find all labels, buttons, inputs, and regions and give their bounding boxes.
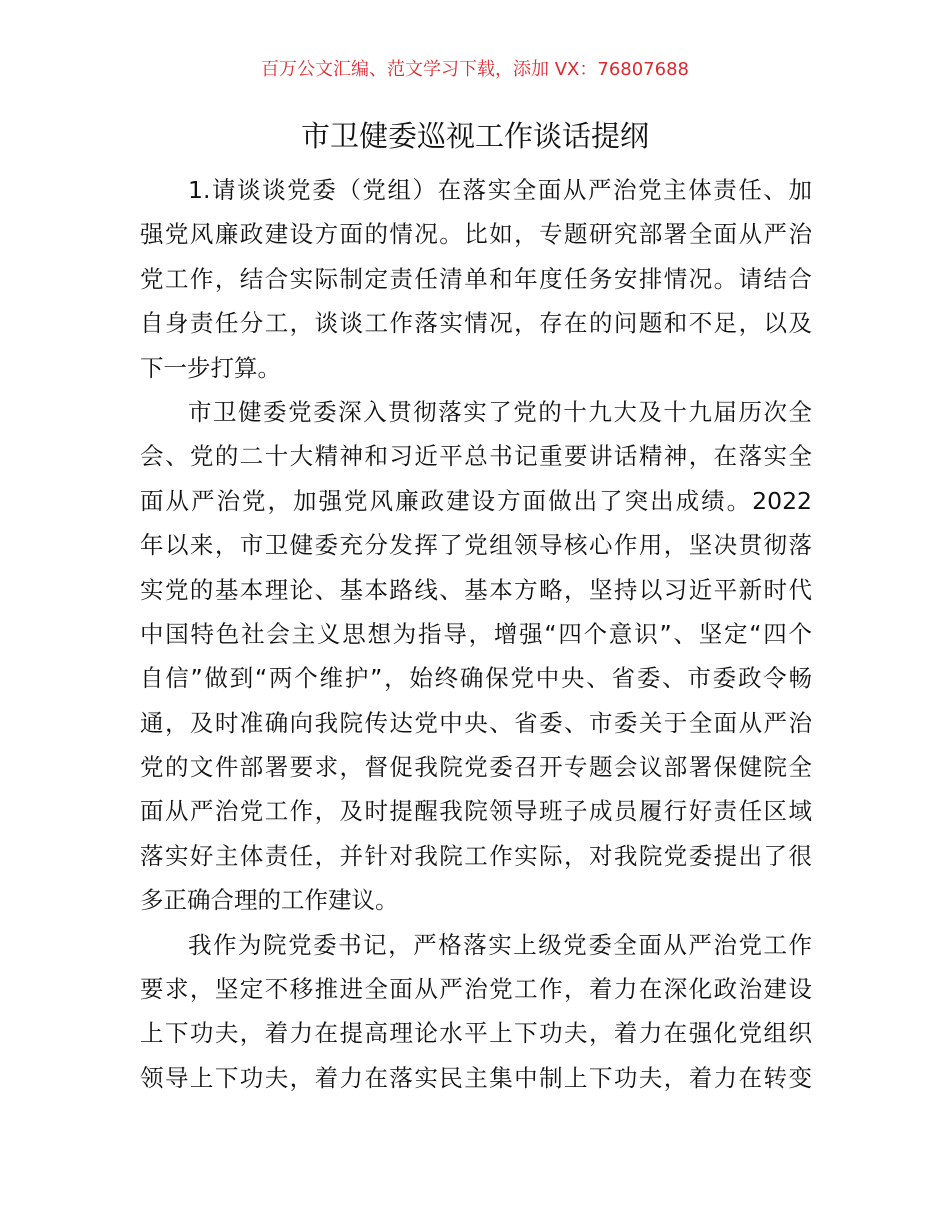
text-line: 多正确合理的工作建议。 bbox=[140, 886, 399, 915]
text-line: 会、党的二十大精神和习近平总书记重要讲话精神，在落实全 bbox=[140, 442, 812, 471]
text-line: 上下功夫，着力在提高理论水平上下功夫，着力在强化党组织 bbox=[140, 1019, 812, 1048]
paragraph-3 bbox=[140, 923, 812, 1101]
text-line: 自身责任分工，谈谈工作落实情况，存在的问题和不足，以及 bbox=[140, 309, 812, 338]
text-line: 党工作，结合实际制定责任清单和年度任务安排情况。请结合 bbox=[140, 264, 812, 293]
text-line: 落实好主体责任，并针对我院工作实际，对我院党委提出了很 bbox=[140, 841, 812, 870]
text-line: 实党的基本理论、基本路线、基本方略，坚持以习近平新时代 bbox=[140, 575, 812, 604]
text-line: 领导上下功夫，着力在落实民主集中制上下功夫，着力在转变 bbox=[140, 1063, 812, 1092]
text-line: 中国特色社会主义思想为指导，增强“四个意识”、坚定“四个 bbox=[140, 619, 812, 648]
text-line: 要求，坚定不移推进全面从严治党工作，着力在深化政治建设 bbox=[140, 975, 812, 1004]
document-title: 市卫健委巡视工作谈话提纲 bbox=[300, 119, 649, 153]
text-line: 强党风廉政建设方面的情况。比如，专题研究部署全面从严治 bbox=[140, 220, 812, 249]
text-line: 面从严治党，加强党风廉政建设方面做出了突出成绩。2022 bbox=[140, 486, 812, 515]
watermark-banner: 百万公文汇编、范文学习下载，添加 VX：76807688 bbox=[261, 59, 689, 80]
text-line: 下一步打算。 bbox=[140, 353, 281, 382]
text-line: 我作为院党委书记，严格落实上级党委全面从严治党工作 bbox=[188, 930, 812, 959]
text-line: 通，及时准确向我院传达党中央、省委、市委关于全面从严治 bbox=[140, 708, 812, 737]
paragraph-1 bbox=[140, 168, 812, 390]
text-line: 年以来，市卫健委充分发挥了党组领导核心作用，坚决贯彻落 bbox=[140, 531, 812, 560]
text-line: 1.请谈谈党委（党组）在落实全面从严治党主体责任、加 bbox=[188, 176, 812, 204]
text-line: 党的文件部署要求，督促我院党委召开专题会议部署保健院全 bbox=[140, 753, 812, 782]
document-body bbox=[140, 168, 812, 1100]
text-line: 自信”做到“两个维护”，始终确保党中央、省委、市委政令畅 bbox=[140, 664, 812, 693]
paragraph-2 bbox=[140, 390, 812, 923]
text-line: 面从严治党工作，及时提醒我院领导班子成员履行好责任区域 bbox=[140, 797, 812, 826]
text-line: 市卫健委党委深入贯彻落实了党的十九大及十九届历次全 bbox=[188, 397, 812, 426]
